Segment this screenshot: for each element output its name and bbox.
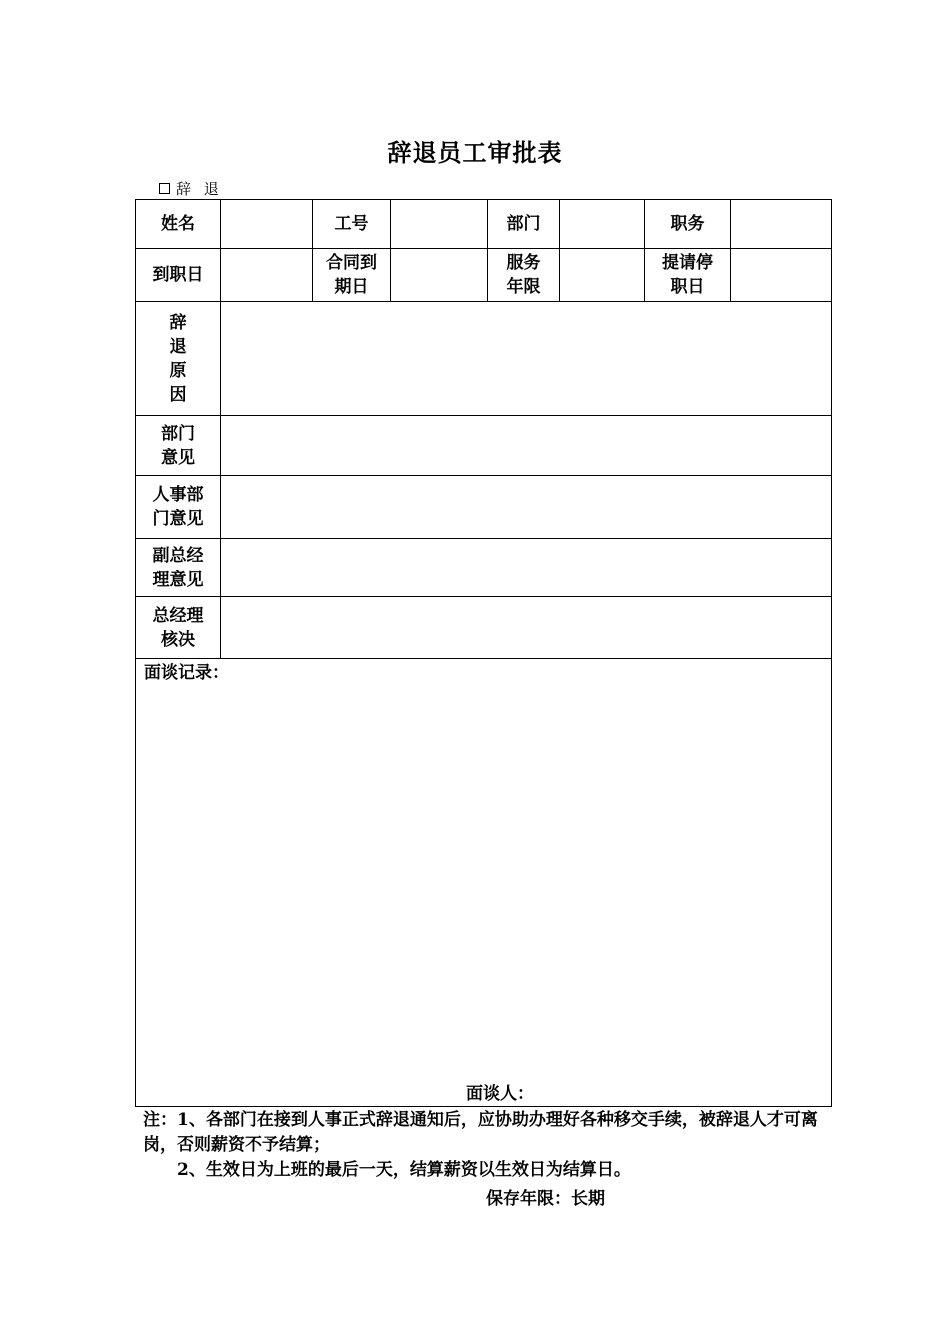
- hire-date-label: [136, 249, 221, 302]
- department-field[interactable]: [560, 200, 645, 249]
- hr-opinion-label: [136, 476, 221, 539]
- employee-id-label: 工号: [313, 200, 391, 249]
- name-field[interactable]: [221, 200, 313, 249]
- notes: [143, 1108, 823, 1183]
- hr-opinion-label-text: 人事部 门意见: [152, 485, 204, 529]
- position-field[interactable]: [731, 200, 832, 249]
- dismissal-checkbox-row[interactable]: [159, 178, 223, 199]
- service-years-label-text: 服务 年限: [506, 253, 541, 297]
- vp-opinion-label: [136, 539, 221, 597]
- proposed-stop-label-text: 提请停 职日: [662, 253, 713, 297]
- proposed-stop-label: [645, 249, 731, 302]
- contract-end-label-text: 合同到 期日: [326, 253, 377, 297]
- hire-date-field[interactable]: [221, 249, 313, 302]
- name-label: 姓名: [136, 200, 221, 249]
- note-1: 注：1、各部门在接到人事正式辞退通知后，应协助办理好各种移交手续，被辞退人才可离岗，否则薪资不予结算；: [143, 1110, 818, 1155]
- proposed-stop-field[interactable]: [731, 249, 832, 302]
- employee-id-field[interactable]: [391, 200, 488, 249]
- gm-decision-label: [136, 597, 221, 659]
- hr-opinion-field[interactable]: [221, 476, 832, 539]
- reason-label-text: 辞 退 原 因: [169, 312, 187, 405]
- interview-record-label: 面谈记录：: [144, 663, 229, 683]
- form-title: 辞退员工审批表: [387, 138, 563, 167]
- department-label: 部门: [488, 200, 560, 249]
- gm-decision-label-text: 总经理 核决: [152, 605, 204, 650]
- retention-period: 保存年限：长期: [486, 1189, 605, 1209]
- reason-label: [136, 302, 221, 416]
- interviewer-label: 面谈人：: [466, 1084, 534, 1104]
- note-2: 2、生效日为上班的最后一天，结算薪资以生效日为结算日。: [177, 1160, 631, 1180]
- gm-decision-field[interactable]: [221, 597, 832, 659]
- position-label: 职务: [645, 200, 731, 249]
- vp-opinion-label-text: 副总经 理意见: [152, 545, 204, 590]
- contract-end-field[interactable]: [391, 249, 488, 302]
- dismissal-checkbox[interactable]: [159, 183, 170, 194]
- reason-field[interactable]: [221, 302, 832, 416]
- dept-opinion-label-text: 部门 意见: [161, 423, 195, 468]
- approval-form-table: [135, 199, 832, 1107]
- vp-opinion-field[interactable]: [221, 539, 832, 597]
- service-years-label: [488, 249, 560, 302]
- hire-date-label-text: 到职日: [152, 265, 204, 285]
- dismissal-checkbox-label: 辞 退: [176, 180, 223, 198]
- service-years-field[interactable]: [560, 249, 645, 302]
- dept-opinion-field[interactable]: [221, 416, 832, 476]
- dept-opinion-label: [136, 416, 221, 476]
- contract-end-label: [313, 249, 391, 302]
- interview-record-field[interactable]: [136, 659, 832, 1107]
